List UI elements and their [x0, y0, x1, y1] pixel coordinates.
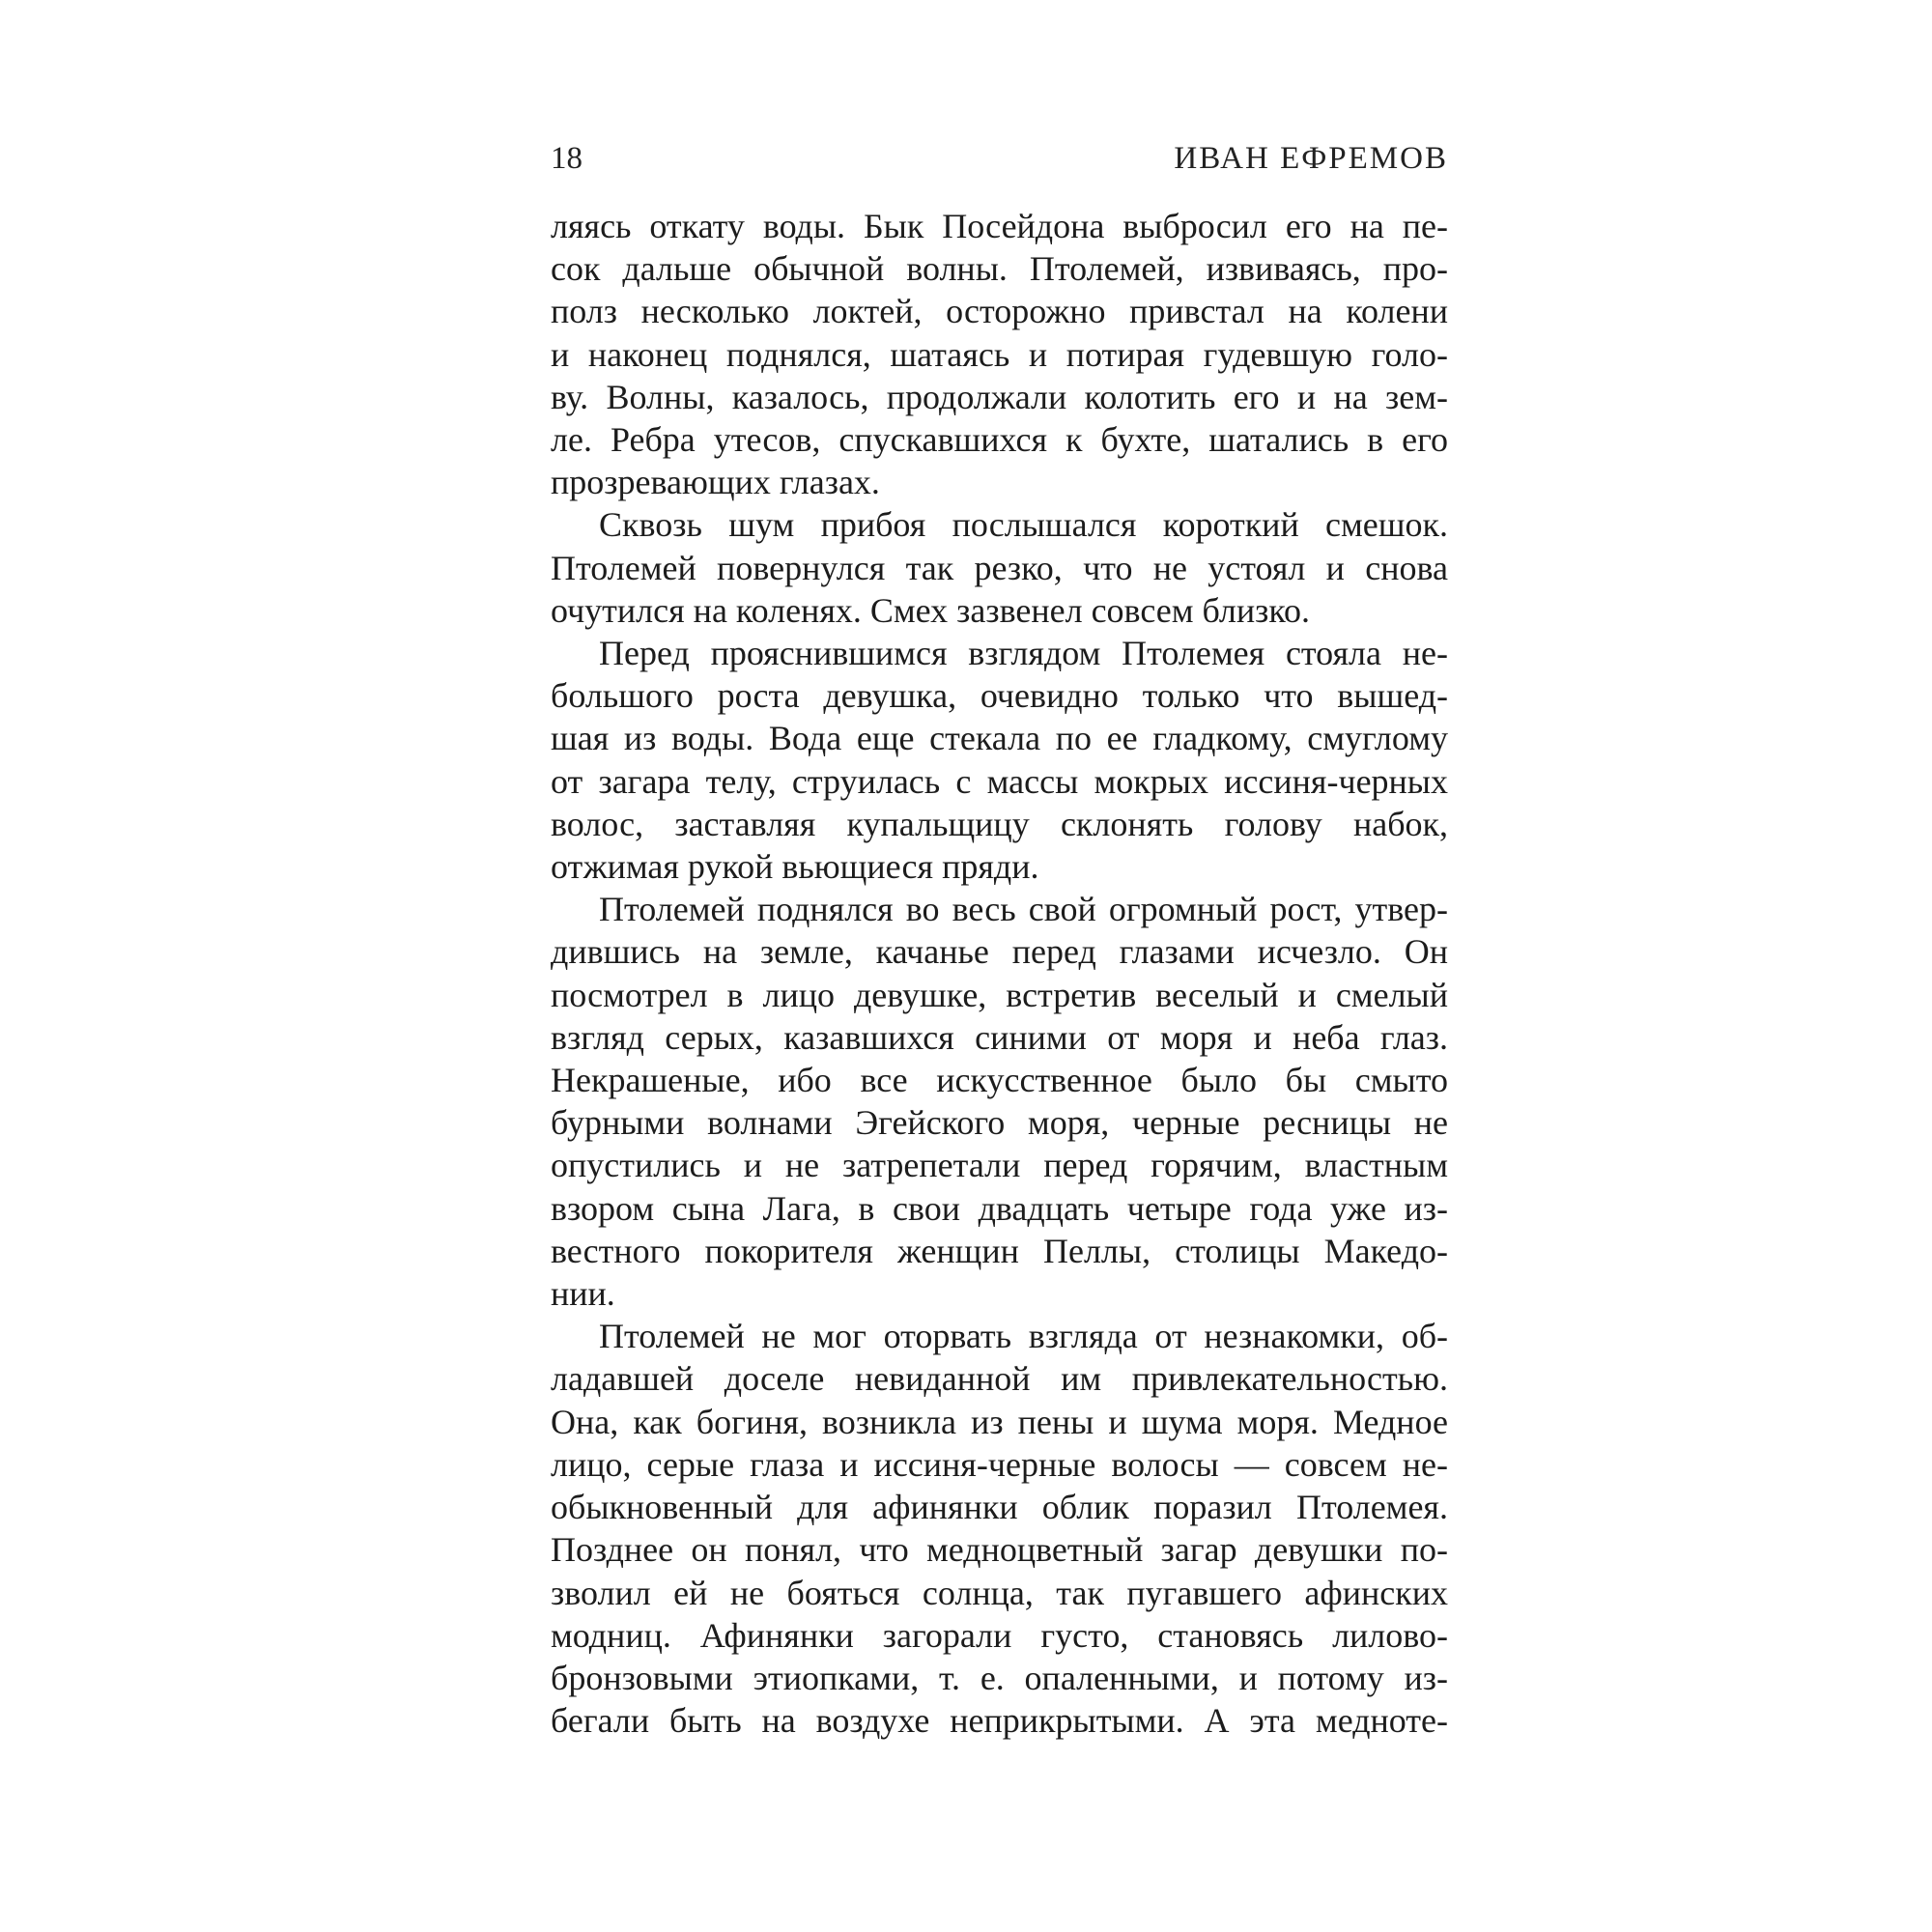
page-number: 18: [551, 141, 582, 176]
text-line: посмотрел в лицо девушке, встретив веселый и смелый: [551, 975, 1448, 1014]
text-line: ву. Волны, казалось, продолжали колотить его и на зем-: [551, 377, 1448, 416]
text-line: вестного покорителя женщин Пеллы, столицы Македо-: [551, 1231, 1448, 1270]
paragraph: [551, 1315, 1448, 1742]
text-line: взгляд серых, казавшихся синими от моря и неба глаз.: [551, 1017, 1448, 1057]
text-line: Перед прояснившимся взглядом Птолемея стояла не-: [599, 634, 1448, 673]
text-line: обыкновенный для афинянки облик поразил Птолемея.: [551, 1488, 1448, 1527]
text-line: шая из воды. Вода еще стекала по ее гладкому, смуглому: [551, 719, 1448, 758]
book-page: [551, 141, 1448, 1742]
text-line: Некрашеные, ибо все искусственное было бы смыто: [551, 1061, 1448, 1100]
text-line: бронзовыми этиопками, т. е. опаленными, и потому из-: [551, 1658, 1448, 1697]
text-line: лицо, серые глаза и иссиня-черные волосы — совсем не-: [551, 1444, 1448, 1484]
text-line: модниц. Афинянки загорали густо, становясь лилово-: [551, 1615, 1448, 1655]
text-line: полз несколько локтей, осторожно привстал на колени: [551, 292, 1448, 331]
text-line: ляясь откату воды. Бык Посейдона выбросил его на пе-: [551, 207, 1448, 245]
text-line: Сквозь шум прибоя послышался короткий смешок.: [599, 505, 1448, 545]
text-line: Позднее он понял, что медноцветный загар девушки по-: [551, 1530, 1448, 1570]
text-line: волос, заставляя купальщицу склонять голову набок,: [551, 804, 1448, 843]
text-line: ладавшей доселе невиданной им привлекательностью.: [551, 1359, 1448, 1399]
text-line: бурными волнами Эгейского моря, черные ресницы не: [551, 1103, 1448, 1143]
paragraph: [551, 632, 1448, 888]
text-line: очутился на коленях. Смех зазвенел совсем близко.: [551, 590, 1311, 630]
running-head: [551, 141, 1448, 189]
text-line: бегали быть на воздухе неприкрытыми. А эта медноте-: [551, 1701, 1448, 1741]
text-line: отжимая рукой вьющиеся пряди.: [551, 847, 1039, 887]
body-text: [551, 205, 1448, 1742]
text-line: опустились и не затрепетали перед горячим, властным: [551, 1146, 1448, 1185]
text-line: и наконец поднялся, шатаясь и потирая гудевшую голо-: [551, 334, 1448, 374]
text-line: большого роста девушка, очевидно только что вышед-: [551, 676, 1448, 716]
text-line: от загара телу, струилась с массы мокрых иссиня-черных: [551, 761, 1448, 801]
running-head-author: ИВАН ЕФРЕМОВ: [1174, 141, 1448, 176]
text-line: сок дальше обычной волны. Птолемей, извиваясь, про-: [551, 249, 1448, 289]
text-line: дившись на земле, качанье перед глазами исчезло. Он: [551, 932, 1448, 972]
text-line: взором сына Лага, в свои двадцать четыре года уже из-: [551, 1188, 1448, 1228]
text-line: прозревающих глазах.: [551, 463, 880, 502]
text-line: Птолемей поднялся во весь свой огромный рост, утвер-: [599, 890, 1448, 929]
paragraph: [551, 888, 1448, 1315]
text-line: нии.: [551, 1274, 615, 1314]
text-line: Птолемей повернулся так резко, что не устоял и снова: [551, 548, 1448, 587]
paragraph: [551, 503, 1448, 632]
paragraph: [551, 205, 1448, 503]
text-line: Она, как богиня, возникла из пены и шума моря. Медное: [551, 1402, 1448, 1441]
text-line: Птолемей не мог оторвать взгляда от незнакомки, об-: [599, 1317, 1448, 1356]
text-line: зволил ей не бояться солнца, так пугавшего афинских: [551, 1573, 1448, 1612]
text-line: ле. Ребра утесов, спускавшихся к бухте, шатались в его: [551, 420, 1448, 460]
